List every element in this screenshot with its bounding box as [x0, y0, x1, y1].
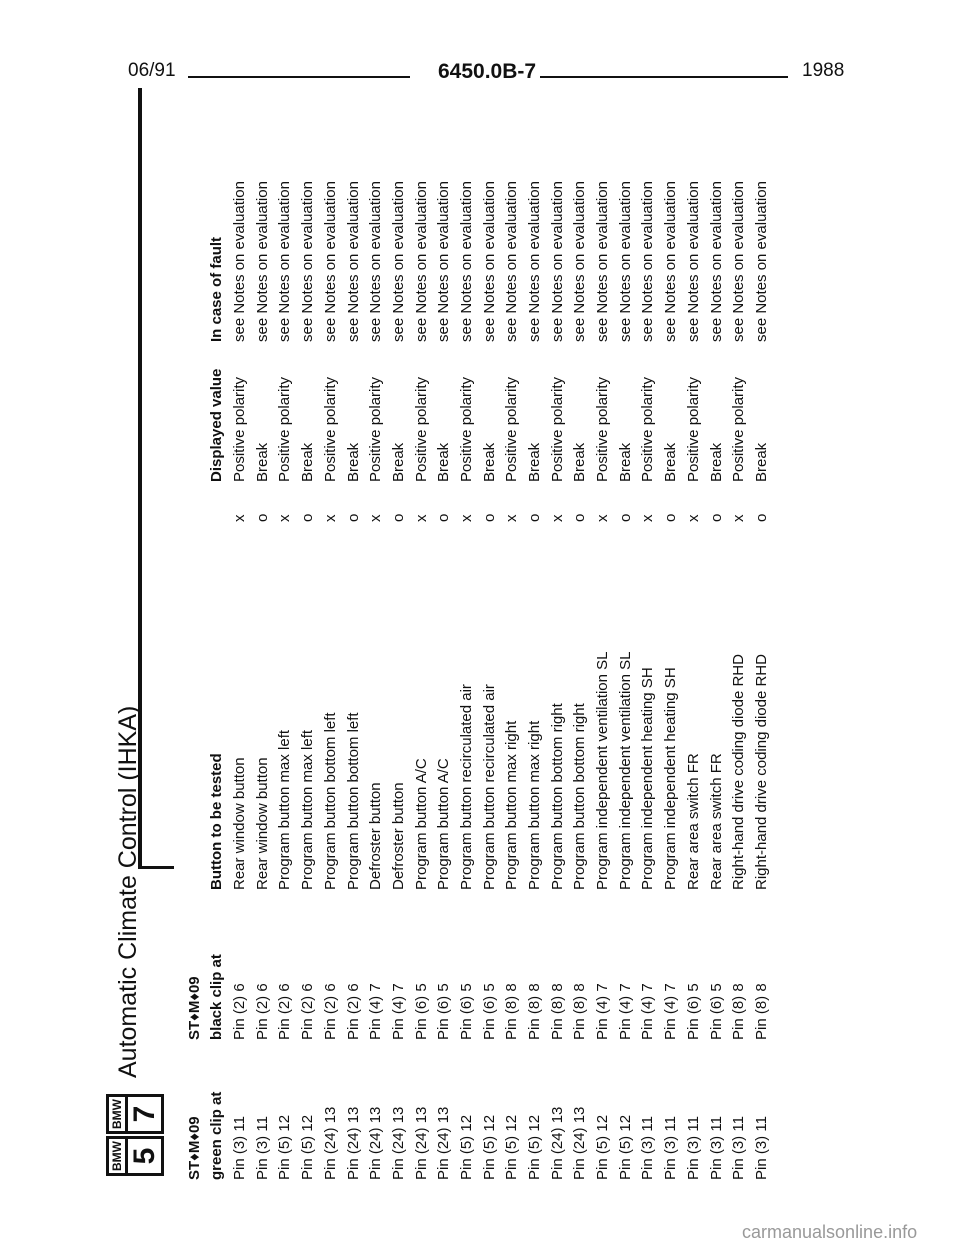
displayed-value-cell: Break — [752, 442, 770, 482]
fault-cell: see Notes on evaluation — [548, 181, 566, 342]
displayed-value-cell: Positive polarity — [684, 376, 702, 482]
green-clip-cell: Pin (24) 13 — [548, 1106, 566, 1180]
page-title: Automatic Climate Control (IHKA) — [114, 705, 142, 1078]
column-header-row — [203, 122, 226, 1180]
button-cell: Program independent heating SH — [639, 667, 657, 890]
black-clip-cell: Pin (8) 8 — [526, 983, 543, 1040]
green-clip-cell: Pin (3) 11 — [684, 1116, 702, 1180]
displayed-value-cell: Break — [435, 442, 453, 482]
header-green-clip: green clip at — [208, 1091, 226, 1180]
model-year: 1988 — [802, 60, 845, 81]
fault-cell: see Notes on evaluation — [503, 181, 521, 342]
black-clip-cell: Pin (4) 7 — [662, 983, 680, 1040]
button-cell: Defroster button — [367, 782, 385, 890]
black-clip-cell: Pin (8) 8 — [752, 983, 770, 1040]
green-clip-cell: Pin (24) 13 — [435, 1106, 453, 1180]
header-black-clip: black clip at — [208, 954, 226, 1040]
green-clip-cell: Pin (5) 12 — [457, 1114, 475, 1180]
displayed-value-cell: Positive polarity — [503, 376, 521, 482]
table-row — [498, 122, 521, 1180]
fault-cell: see Notes on evaluation — [435, 181, 453, 342]
table-row — [248, 122, 271, 1180]
green-clip-cell: Pin (3) 11 — [231, 1116, 249, 1180]
table-row — [520, 122, 543, 1180]
green-clip-cell: Pin (3) 11 — [730, 1116, 748, 1180]
state-cell: x — [730, 514, 748, 522]
table-row — [316, 122, 339, 1180]
button-cell: Program button bottom left — [344, 712, 362, 890]
fault-cell: see Notes on evaluation — [707, 181, 725, 342]
table-row — [543, 122, 566, 1180]
button-cell: Program button A/C — [412, 758, 430, 890]
black-clip-cell: Pin (6) 5 — [480, 983, 498, 1040]
table-body — [225, 122, 770, 1180]
pin-test-table — [180, 122, 770, 1180]
black-clip-cell: Pin (8) 8 — [730, 983, 748, 1040]
table-row — [225, 122, 248, 1180]
green-clip-cell: Pin (3) 11 — [639, 1116, 657, 1180]
displayed-value-cell: Break — [662, 442, 680, 482]
fault-cell: see Notes on evaluation — [730, 181, 748, 342]
table-row — [725, 122, 748, 1180]
state-cell: x — [548, 514, 566, 522]
group-header-row — [180, 122, 203, 1180]
black-clip-cell: Pin (2) 6 — [231, 983, 249, 1040]
table-row — [611, 122, 634, 1180]
displayed-value-cell: Positive polarity — [548, 376, 566, 482]
black-clip-cell: Pin (6) 5 — [707, 983, 725, 1040]
fault-cell: see Notes on evaluation — [412, 181, 430, 342]
displayed-value-cell: Break — [707, 442, 725, 482]
table-row — [679, 122, 702, 1180]
button-cell: Program button A/C — [435, 758, 453, 890]
black-clip-cell: Pin (6) 5 — [457, 983, 475, 1040]
button-cell: Defroster button — [389, 782, 407, 890]
displayed-value-cell: Positive polarity — [231, 376, 249, 482]
displayed-value-cell: Break — [253, 442, 271, 482]
black-clip-cell: Pin (2) 6 — [299, 983, 317, 1040]
state-cell: x — [594, 514, 612, 522]
logo-box-series-7 — [106, 1094, 164, 1134]
fault-cell: see Notes on evaluation — [639, 181, 657, 342]
fault-cell: see Notes on evaluation — [526, 181, 543, 342]
state-cell: o — [480, 513, 498, 522]
button-cell: Rear area switch FR — [684, 753, 702, 890]
state-cell: x — [231, 514, 249, 522]
header-button: Button to be tested — [208, 753, 226, 890]
button-cell: Program button recirculated air — [457, 684, 475, 890]
table-row — [452, 122, 475, 1180]
table-row — [339, 122, 362, 1180]
state-cell: o — [344, 513, 362, 522]
fault-cell: see Notes on evaluation — [594, 181, 612, 342]
state-cell: o — [389, 513, 407, 522]
fault-cell: see Notes on evaluation — [480, 181, 498, 342]
header-fault: In case of fault — [208, 236, 226, 342]
header-displayed-value: Displayed value — [208, 368, 226, 482]
green-clip-cell: Pin (24) 13 — [321, 1106, 339, 1180]
state-cell: x — [412, 514, 430, 522]
fault-cell: see Notes on evaluation — [276, 181, 294, 342]
state-cell: o — [435, 513, 453, 522]
table-row — [566, 122, 589, 1180]
fault-cell: see Notes on evaluation — [253, 181, 271, 342]
table-row — [430, 122, 453, 1180]
fault-cell: see Notes on evaluation — [457, 181, 475, 342]
table-row — [475, 122, 498, 1180]
state-cell: x — [639, 514, 657, 522]
displayed-value-cell: Break — [616, 442, 634, 482]
table-row — [293, 122, 316, 1180]
button-cell: Rear window button — [253, 757, 271, 890]
state-cell: x — [367, 514, 385, 522]
displayed-value-cell: Positive polarity — [367, 376, 385, 482]
green-clip-cell: Pin (3) 11 — [707, 1116, 725, 1180]
logo-series-number: 5 — [128, 1147, 161, 1165]
button-cell: Program button max left — [276, 729, 294, 890]
state-cell: o — [299, 513, 317, 522]
state-cell: o — [662, 513, 680, 522]
button-cell: Program button max right — [503, 720, 521, 890]
logo-brand-text: BMW — [109, 1139, 128, 1173]
button-cell: Program independent heating SH — [662, 667, 680, 890]
state-cell: o — [526, 513, 543, 522]
black-clip-cell: Pin (4) 7 — [639, 983, 657, 1040]
fault-cell: see Notes on evaluation — [299, 181, 317, 342]
black-clip-cell: Pin (8) 8 — [503, 983, 521, 1040]
state-cell: o — [571, 513, 589, 522]
button-cell: Right-hand drive coding diode RHD — [752, 654, 770, 890]
header-state — [203, 482, 226, 522]
table-row — [407, 122, 430, 1180]
header-rule-right — [540, 76, 788, 78]
logo-series-number: 7 — [128, 1105, 161, 1123]
green-clip-cell: Pin (5) 12 — [616, 1114, 634, 1180]
fault-cell: see Notes on evaluation — [571, 181, 589, 342]
state-cell: x — [321, 514, 339, 522]
black-clip-cell: Pin (2) 6 — [253, 983, 271, 1040]
table-row — [384, 122, 407, 1180]
button-cell: Rear area switch FR — [707, 753, 725, 890]
fault-cell: see Notes on evaluation — [344, 181, 362, 342]
fault-cell: see Notes on evaluation — [684, 181, 702, 342]
black-clip-cell: Pin (2) 6 — [276, 983, 294, 1040]
black-clip-cell: Pin (6) 5 — [412, 983, 430, 1040]
black-clip-cell: Pin (6) 5 — [435, 983, 453, 1040]
state-cell: o — [707, 513, 725, 522]
fault-cell: see Notes on evaluation — [662, 181, 680, 342]
green-clip-cell: Pin (5) 12 — [594, 1114, 612, 1180]
green-clip-cell: Pin (24) 13 — [389, 1106, 407, 1180]
table-row — [747, 122, 770, 1180]
group-header-cell: ST♦M♦09 — [185, 976, 203, 1040]
fault-cell: see Notes on evaluation — [231, 181, 249, 342]
green-clip-cell: Pin (5) 12 — [480, 1114, 498, 1180]
table-row — [634, 122, 657, 1180]
green-clip-cell: Pin (5) 12 — [526, 1114, 543, 1180]
green-clip-cell: Pin (3) 11 — [752, 1116, 770, 1180]
button-cell: Program independent ventilation SL — [594, 651, 612, 890]
button-cell: Program button bottom right — [571, 703, 589, 890]
state-cell: o — [616, 513, 634, 522]
button-cell: Program button bottom left — [321, 712, 339, 890]
button-cell: Right-hand drive coding diode RHD — [730, 654, 748, 890]
document-number: 6450.0B-7 — [438, 60, 537, 83]
displayed-value-cell: Break — [299, 442, 317, 482]
green-clip-cell: Pin (5) 12 — [299, 1114, 317, 1180]
issue-date: 06/91 — [128, 60, 176, 81]
black-clip-cell: Pin (2) 6 — [321, 983, 339, 1040]
displayed-value-cell: Positive polarity — [321, 376, 339, 482]
displayed-value-cell: Positive polarity — [639, 376, 657, 482]
displayed-value-cell: Positive polarity — [730, 376, 748, 482]
black-clip-cell: Pin (6) 5 — [684, 983, 702, 1040]
green-clip-cell: Pin (5) 12 — [503, 1114, 521, 1180]
green-clip-cell: Pin (24) 13 — [571, 1106, 589, 1180]
fault-cell: see Notes on evaluation — [389, 181, 407, 342]
table-row — [588, 122, 611, 1180]
watermark: carmanualsonline.info — [742, 1222, 918, 1242]
displayed-value-cell: Break — [389, 442, 407, 482]
state-cell: x — [684, 514, 702, 522]
logo-box-series-5 — [106, 1136, 164, 1176]
displayed-value-cell: Positive polarity — [594, 376, 612, 482]
header-rule-left — [188, 76, 410, 78]
table-row — [656, 122, 679, 1180]
bmw-series-logo — [100, 1088, 174, 1180]
black-clip-cell: Pin (8) 8 — [548, 983, 566, 1040]
black-clip-cell: Pin (2) 6 — [344, 983, 362, 1040]
state-cell: x — [457, 514, 475, 522]
black-clip-cell: Pin (4) 7 — [389, 983, 407, 1040]
fault-cell: see Notes on evaluation — [367, 181, 385, 342]
displayed-value-cell: Positive polarity — [276, 376, 294, 482]
displayed-value-cell: Break — [526, 442, 543, 482]
fault-cell: see Notes on evaluation — [752, 181, 770, 342]
displayed-value-cell: Positive polarity — [412, 376, 430, 482]
green-clip-cell: Pin (5) 12 — [276, 1114, 294, 1180]
displayed-value-cell: Break — [480, 442, 498, 482]
green-clip-cell: Pin (3) 11 — [662, 1116, 680, 1180]
button-cell: Program button max left — [299, 729, 317, 890]
rotated-content — [100, 80, 820, 1180]
table-row — [702, 122, 725, 1180]
group-header-cell: ST♦M♦09 — [185, 1116, 203, 1180]
button-cell: Program button bottom right — [548, 703, 566, 890]
black-clip-cell: Pin (4) 7 — [367, 983, 385, 1040]
state-cell: x — [276, 514, 294, 522]
green-clip-cell: Pin (24) 13 — [412, 1106, 430, 1180]
green-clip-cell: Pin (3) 11 — [253, 1116, 271, 1180]
button-cell: Program independent ventilation SL — [616, 651, 634, 890]
button-cell: Program button recirculated air — [480, 684, 498, 890]
state-cell: x — [503, 514, 521, 522]
fault-cell: see Notes on evaluation — [321, 181, 339, 342]
button-cell: Program button max right — [526, 720, 543, 890]
logo-brand-text: BMW — [109, 1097, 128, 1131]
black-clip-cell: Pin (8) 8 — [571, 983, 589, 1040]
displayed-value-cell: Positive polarity — [457, 376, 475, 482]
table-row — [271, 122, 294, 1180]
displayed-value-cell: Break — [344, 442, 362, 482]
fault-cell: see Notes on evaluation — [616, 181, 634, 342]
button-cell: Rear window button — [231, 757, 249, 890]
black-clip-cell: Pin (4) 7 — [594, 983, 612, 1040]
black-clip-cell: Pin (4) 7 — [616, 983, 634, 1040]
green-clip-cell: Pin (24) 13 — [367, 1106, 385, 1180]
green-clip-cell: Pin (24) 13 — [344, 1106, 362, 1180]
displayed-value-cell: Break — [571, 442, 589, 482]
table-row — [362, 122, 385, 1180]
state-cell: o — [253, 513, 271, 522]
state-cell: o — [752, 513, 770, 522]
